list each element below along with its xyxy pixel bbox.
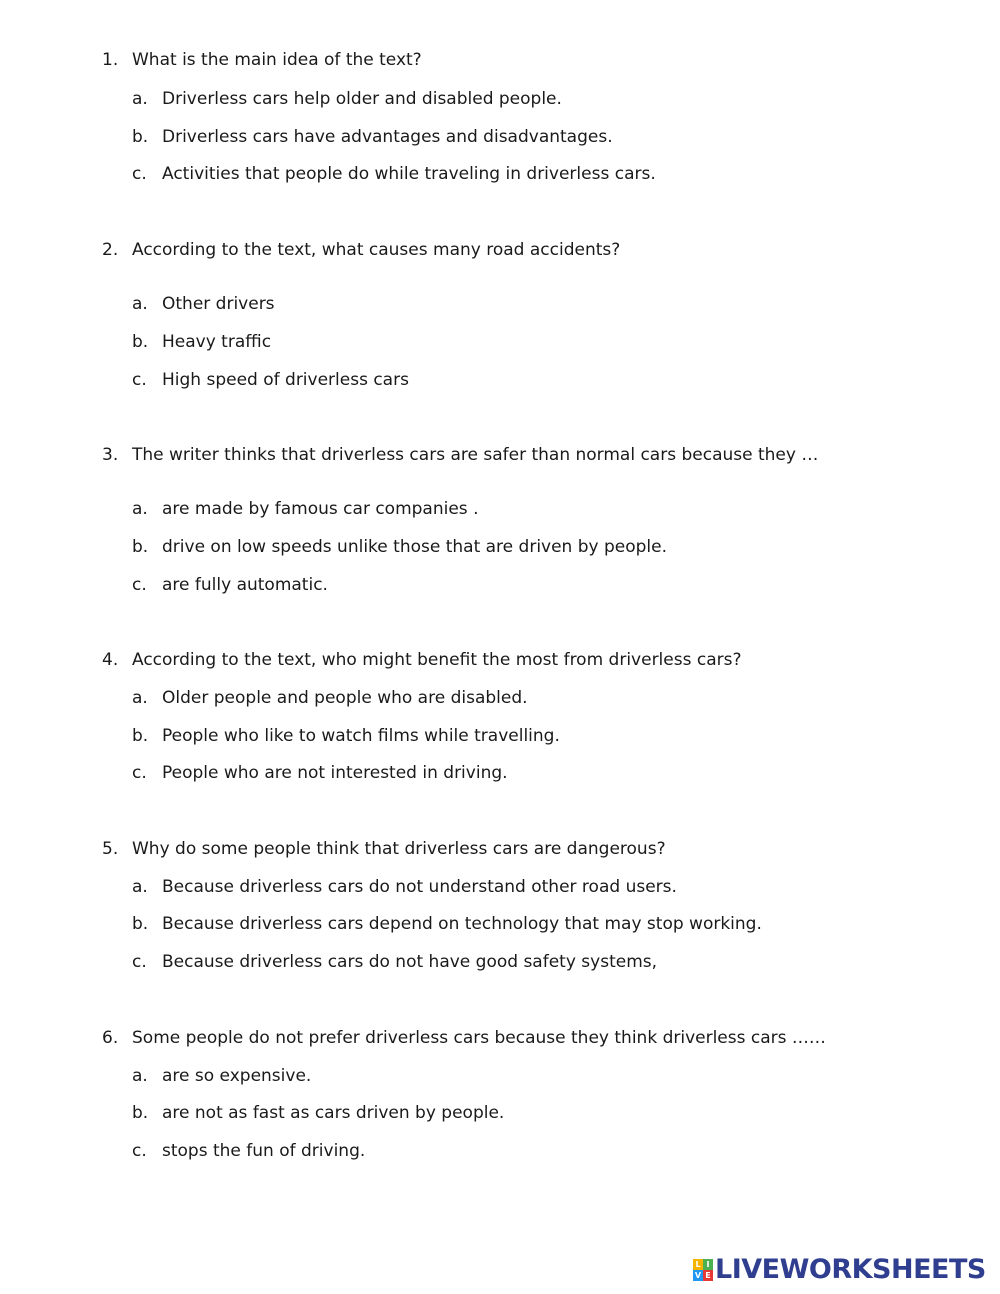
option-text: are made by famous car companies .: [162, 499, 479, 519]
option-letter: a.: [132, 294, 148, 314]
option-letter: a.: [132, 1066, 148, 1086]
option-letter: c.: [132, 1141, 147, 1161]
option-letter: a.: [132, 89, 148, 109]
option-text: Heavy traffic: [162, 332, 272, 352]
option-text: Older people and people who are disabled.: [162, 688, 528, 708]
option-letter: c.: [132, 164, 147, 184]
logo-text: LIVEWORKSHEETS: [715, 1254, 986, 1285]
option-text: High speed of driverless cars: [162, 370, 409, 390]
logo-badge-letter: L: [693, 1259, 703, 1270]
option-text: People who are not interested in driving.: [162, 763, 508, 783]
logo-badge-icon: [693, 1259, 713, 1281]
question-text: The writer thinks that driverless cars are safer than normal cars because they …: [132, 445, 819, 465]
question-text: According to the text, what causes many road accidents?: [132, 240, 621, 260]
question-text: Some people do not prefer driverless cars because they think driverless cars ……: [132, 1028, 826, 1048]
option-text: Activities that people do while traveling in driverless cars.: [162, 164, 656, 184]
question-number: 2.: [102, 240, 119, 260]
option-text: are not as fast as cars driven by people.: [162, 1103, 505, 1123]
option-text: People who like to watch films while travelling.: [162, 726, 560, 746]
question-number: 3.: [102, 445, 119, 465]
question-text: Why do some people think that driverless cars are dangerous?: [132, 839, 666, 859]
option-text: Driverless cars have advantages and disadvantages.: [162, 127, 613, 147]
liveworksheets-logo: [693, 1256, 986, 1284]
question-number: 4.: [102, 650, 119, 670]
option-letter: c.: [132, 763, 147, 783]
option-letter: a.: [132, 877, 148, 897]
option-text: drive on low speeds unlike those that are driven by people.: [162, 537, 668, 557]
option-text: Other drivers: [162, 294, 275, 314]
question-number: 5.: [102, 839, 119, 859]
question-number: 6.: [102, 1028, 119, 1048]
logo-badge-letter: E: [703, 1270, 713, 1281]
option-letter: c.: [132, 952, 147, 972]
option-text: Because driverless cars do not have good safety systems,: [162, 952, 658, 972]
option-text: Driverless cars help older and disabled people.: [162, 89, 562, 109]
option-text: stops the fun of driving.: [162, 1141, 366, 1161]
option-letter: b.: [132, 537, 149, 557]
option-letter: b.: [132, 726, 149, 746]
option-letter: b.: [132, 127, 149, 147]
option-letter: b.: [132, 1103, 149, 1123]
option-text: are fully automatic.: [162, 575, 328, 595]
option-letter: a.: [132, 688, 148, 708]
option-letter: b.: [132, 914, 149, 934]
option-letter: c.: [132, 575, 147, 595]
logo-badge-letter: I: [703, 1259, 713, 1270]
option-letter: c.: [132, 370, 147, 390]
question-text: According to the text, who might benefit the most from driverless cars?: [132, 650, 742, 670]
option-text: are so expensive.: [162, 1066, 312, 1086]
option-text: Because driverless cars do not understand other road users.: [162, 877, 677, 897]
option-letter: a.: [132, 499, 148, 519]
question-text: What is the main idea of the text?: [132, 50, 422, 70]
logo-badge-letter: V: [694, 1271, 702, 1280]
option-text: Because driverless cars depend on technology that may stop working.: [162, 914, 762, 934]
option-letter: b.: [132, 332, 149, 352]
question-number: 1.: [102, 50, 119, 70]
